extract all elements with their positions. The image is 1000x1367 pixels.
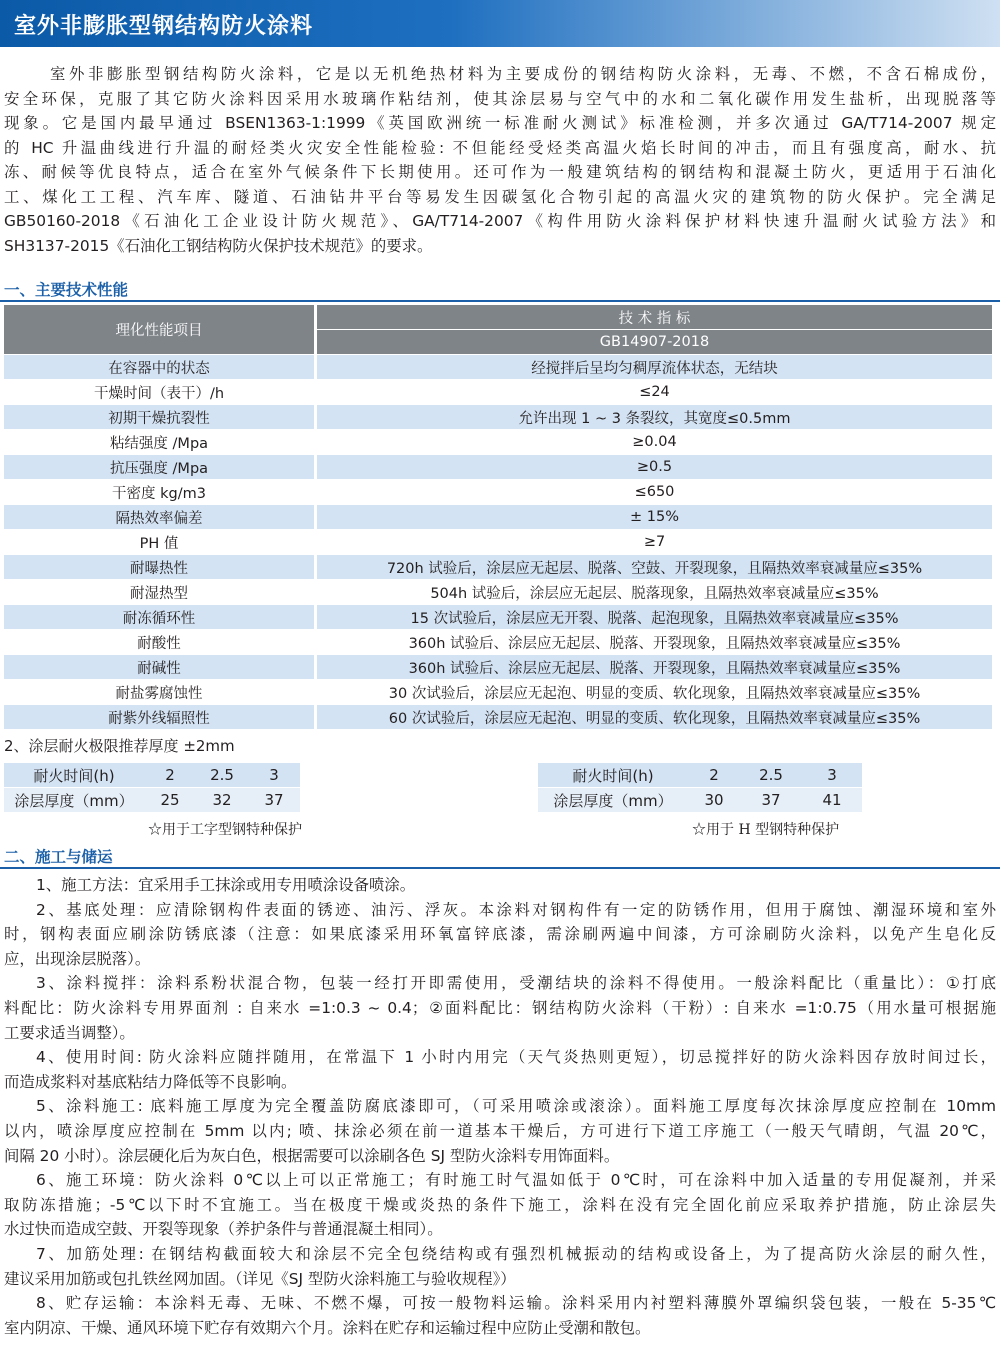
body-line: 料配比：防火涂料专用界面剂 : 自来水 =1:0.3 ~ 0.4；②面料配比：钢结构防火涂料（干粉）: 自来水 =1:0.75（用水量可根据施 — [4, 998, 996, 1017]
section-divider — [0, 300, 1000, 302]
spec-value: ≥7 — [316, 530, 993, 555]
spec-value: ≤24 — [316, 380, 993, 405]
spec-value: ≥0.5 — [316, 455, 993, 480]
section-divider — [0, 867, 1000, 869]
intro-line: 工、煤化工工程、汽车库、隧道、石油钻井平台等易发生因碳氢化合物引起的高温火灾的建筑物的防火保护。完全满足 — [4, 187, 996, 206]
table-row — [4, 380, 992, 405]
page-title: 室外非膨胀型钢结构防火涂料 — [14, 14, 314, 39]
spec-item: 粘结强度 /Mpa — [4, 430, 316, 455]
body-line: 室内阴凉、干燥、通风环境下贮存有效期六个月。涂料在贮存和运输过程中应防止受潮和散包。 — [4, 1318, 651, 1337]
thickness-title: 2、涂层耐火极限推荐厚度 ±2mm — [4, 737, 235, 755]
spec-value: 60 次试验后，涂层应无起泡、明显的变质、软化现象，且隔热效率衰减量应≤35% — [316, 705, 993, 730]
spec-value: 允许出现 1 ~ 3 条裂纹，其宽度≤0.5mm — [316, 405, 993, 430]
spec-value: 30 次试验后，涂层应无起泡、明显的变质、软化现象，且隔热效率衰减量应≤35% — [316, 680, 993, 705]
thickness-note-i-beam: ☆用于工字型钢特种保护 — [148, 822, 302, 838]
spec-header-standard: GB14907-2018 — [316, 330, 993, 355]
intro-line: GB50160-2018《石油化工企业设计防火规范》、GA/T714-2007《构件用防火涂料保护材料快速升温耐火试验方法》和 — [4, 212, 996, 230]
spec-value: ≥0.04 — [316, 430, 993, 455]
table-cell: 32 — [196, 788, 248, 813]
table-row — [4, 555, 992, 580]
table-row — [4, 355, 992, 380]
body-line: 2、基底处理：应清除钢构件表面的锈迹、油污、浮灰。本涂料对钢构件有一定的防锈作用，但用于腐蚀、潮湿环境和室外 — [36, 900, 996, 919]
spec-item: 耐湿热型 — [4, 580, 316, 605]
spec-item: 抗压强度 /Mpa — [4, 455, 316, 480]
table-cell: 37 — [740, 788, 802, 813]
table-row — [4, 705, 992, 730]
table-cell: 2 — [688, 763, 740, 788]
table-row — [4, 680, 992, 705]
spec-value: 经搅拌后呈均匀稠厚流体状态，无结块 — [316, 355, 993, 380]
spec-value: ± 15% — [316, 505, 993, 530]
table-row — [4, 630, 992, 655]
spec-item: 耐紫外线辐照性 — [4, 705, 316, 730]
table-cell: 2.5 — [196, 763, 248, 788]
body-line: 3、涂料搅拌：涂料系粉状混合物，包装一经打开即需使用，受潮结块的涂料不得使用。一般涂料配比（重量比）：①打底 — [36, 974, 996, 993]
body-line: 应，出现涂层脱落）。 — [4, 949, 151, 968]
spec-item: 在容器中的状态 — [4, 355, 316, 380]
spec-item: PH 值 — [4, 530, 316, 555]
body-line: 4、使用时间: 防火涂料应随拌随用，在常温下 1 小时内用完（天气炎热则更短），切忌搅拌好的防火涂料因存放时间过长， — [36, 1048, 996, 1067]
spec-header-index: 技 术 指 标 — [316, 305, 993, 330]
spec-value: 360h 试验后、涂层应无起层、脱落、开裂现象，且隔热效率衰减量应≤35% — [316, 655, 993, 680]
body-line: 1、施工方法：宜采用手工抹涂或用专用喷涂设备喷涂。 — [36, 876, 416, 894]
table-row — [4, 505, 992, 530]
body-line: 7、加筋处理: 在钢结构截面较大和涂层不完全包绕结构或有强烈机械振动的结构或设备上，为了提高防火涂层的耐久性， — [36, 1244, 996, 1263]
thickness-table-i-beam — [4, 763, 300, 813]
table-cell: 41 — [802, 788, 862, 813]
body-line: 建议采用加筋或包扎铁丝网加固。（详见《SJ 型防火涂料施工与验收规程》） — [4, 1269, 516, 1288]
construction-text — [4, 873, 996, 1340]
table-row — [4, 580, 992, 605]
intro-line: 现象。它是国内最早通过 BSEN1363-1:1999《英国欧洲统一标准耐火测试》标准检测，并多次通过 GA/T714-2007 规定 — [4, 114, 996, 132]
body-line: 8、贮存运输：本涂料无毒、无味、不燃不爆，可按一般物料运输。涂料采用内衬塑料薄膜外罩编织袋包装，一般在 5-35℃ — [36, 1294, 996, 1313]
spec-table — [4, 305, 992, 730]
table-row — [4, 655, 992, 680]
body-line: 6、施工环境：防火涂料 0℃以上可以正常施工；有时施工时气温如低于 0℃时，可在涂料中加入适量的专用促凝剂，并采 — [36, 1171, 996, 1190]
spec-value: 720h 试验后，涂层应无起层、脱落、空鼓、开裂现象，且隔热效率衰减量应≤35% — [316, 555, 993, 580]
table-row — [4, 480, 992, 505]
body-line: 5、涂料施工: 底料施工厚度为完全覆盖防腐底漆即可，（可采用喷涂或滚涂）。面料施工厚度每次抹涂厚度应控制在 10mm — [36, 1097, 996, 1116]
table-cell: 3 — [802, 763, 862, 788]
table-row — [4, 530, 992, 555]
body-line: 时，钢构表面应刷涂防锈底漆（注意：如果底漆采用环氧富锌底漆，需涂刷两遍中间漆，方可涂刷防火涂料，以免产生皂化反 — [4, 925, 996, 944]
spec-header-item: 理化性能项目 — [4, 305, 316, 355]
thickness-table-h-beam — [538, 763, 862, 813]
thickness-label-thickness: 涂层厚度（mm） — [538, 788, 688, 813]
title-banner — [0, 0, 1000, 47]
thickness-label-time: 耐火时间(h) — [4, 763, 144, 788]
spec-item: 干燥时间（表干）/h — [4, 380, 316, 405]
section-heading-performance: 一、主要技术性能 — [4, 281, 129, 299]
body-line: 间隔 20 小时）。涂层硬化后为灰白色，根据需要可以涂刷各色 SJ 型防火涂料专用饰面料。 — [4, 1146, 620, 1165]
spec-item: 耐曝热性 — [4, 555, 316, 580]
intro-line: 冻、耐候等优良特点，适合在室外气候条件下长期使用。还可作为一般建筑结构的钢结构和混凝土防火，更适用于石油化 — [4, 163, 996, 181]
spec-item: 耐酸性 — [4, 630, 316, 655]
table-row — [4, 605, 992, 630]
table-cell: 3 — [248, 763, 300, 788]
table-cell: 2.5 — [740, 763, 802, 788]
table-row — [4, 430, 992, 455]
thickness-label-time: 耐火时间(h) — [538, 763, 688, 788]
spec-item: 隔热效率偏差 — [4, 505, 316, 530]
body-line: 水过快而造成空鼓、开裂等现象（养护条件与普通混凝土相同）。 — [4, 1220, 443, 1239]
intro-paragraph — [4, 62, 996, 258]
spec-value: 15 次试验后，涂层应无开裂、脱落、起泡现象，且隔热效率衰减量应≤35% — [316, 605, 993, 630]
body-line: 而造成浆料对基底粘结力降低等不良影响。 — [4, 1072, 297, 1091]
table-row — [4, 405, 992, 430]
table-cell: 25 — [144, 788, 196, 813]
table-cell: 30 — [688, 788, 740, 813]
intro-line: 室外非膨胀型钢结构防火涂料，它是以无机绝热材料为主要成份的钢结构防火涂料，无毒、不燃，不含石棉成份， — [50, 65, 996, 83]
spec-item: 耐碱性 — [4, 655, 316, 680]
spec-item: 干密度 kg/m3 — [4, 480, 316, 505]
thickness-note-h-beam: ☆用于 H 型钢特种保护 — [692, 822, 840, 838]
table-row — [4, 455, 992, 480]
spec-item: 耐冻循环性 — [4, 605, 316, 630]
spec-value: 360h 试验后、涂层应无起层、脱落、开裂现象，且隔热效率衰减量应≤35% — [316, 630, 993, 655]
intro-line: 的 HC 升温曲线进行升温的耐烃类火灾安全性能检验: 不但能经受烃类高温火焰长时间的冲击，而且有强度高，耐水、抗 — [4, 138, 996, 157]
spec-value: ≤650 — [316, 480, 993, 505]
spec-item: 初期干燥抗裂性 — [4, 405, 316, 430]
intro-line: 安全环保，克服了其它防火涂料因采用水玻璃作粘结剂，使其涂层易与空气中的水和二氧化碳作用发生盐析，出现脱落等 — [4, 89, 996, 108]
body-line: 工要求适当调整）。 — [4, 1023, 135, 1042]
body-line: 取防冻措施；-5℃以下时不宜施工。当在极度干燥或炎热的条件下施工，涂料在没有完全固化前应采取养护措施，防止涂层失 — [4, 1195, 996, 1214]
spec-item: 耐盐雾腐蚀性 — [4, 680, 316, 705]
table-cell: 37 — [248, 788, 300, 813]
intro-line: SH3137-2015《石油化工钢结构防火保护技术规范》的要求。 — [4, 236, 433, 255]
spec-value: 504h 试验后，涂层应无起层、脱落现象，且隔热效率衰减量应≤35% — [316, 580, 993, 605]
section-heading-construction: 二、施工与储运 — [4, 848, 113, 866]
thickness-label-thickness: 涂层厚度（mm） — [4, 788, 144, 813]
body-line: 以内，喷涂厚度应控制在 5mm 以内; 喷、抹涂必须在前一道基本干燥后，方可进行下道工序施工（一般天气晴朗，气温 20℃， — [4, 1121, 996, 1140]
table-cell: 2 — [144, 763, 196, 788]
